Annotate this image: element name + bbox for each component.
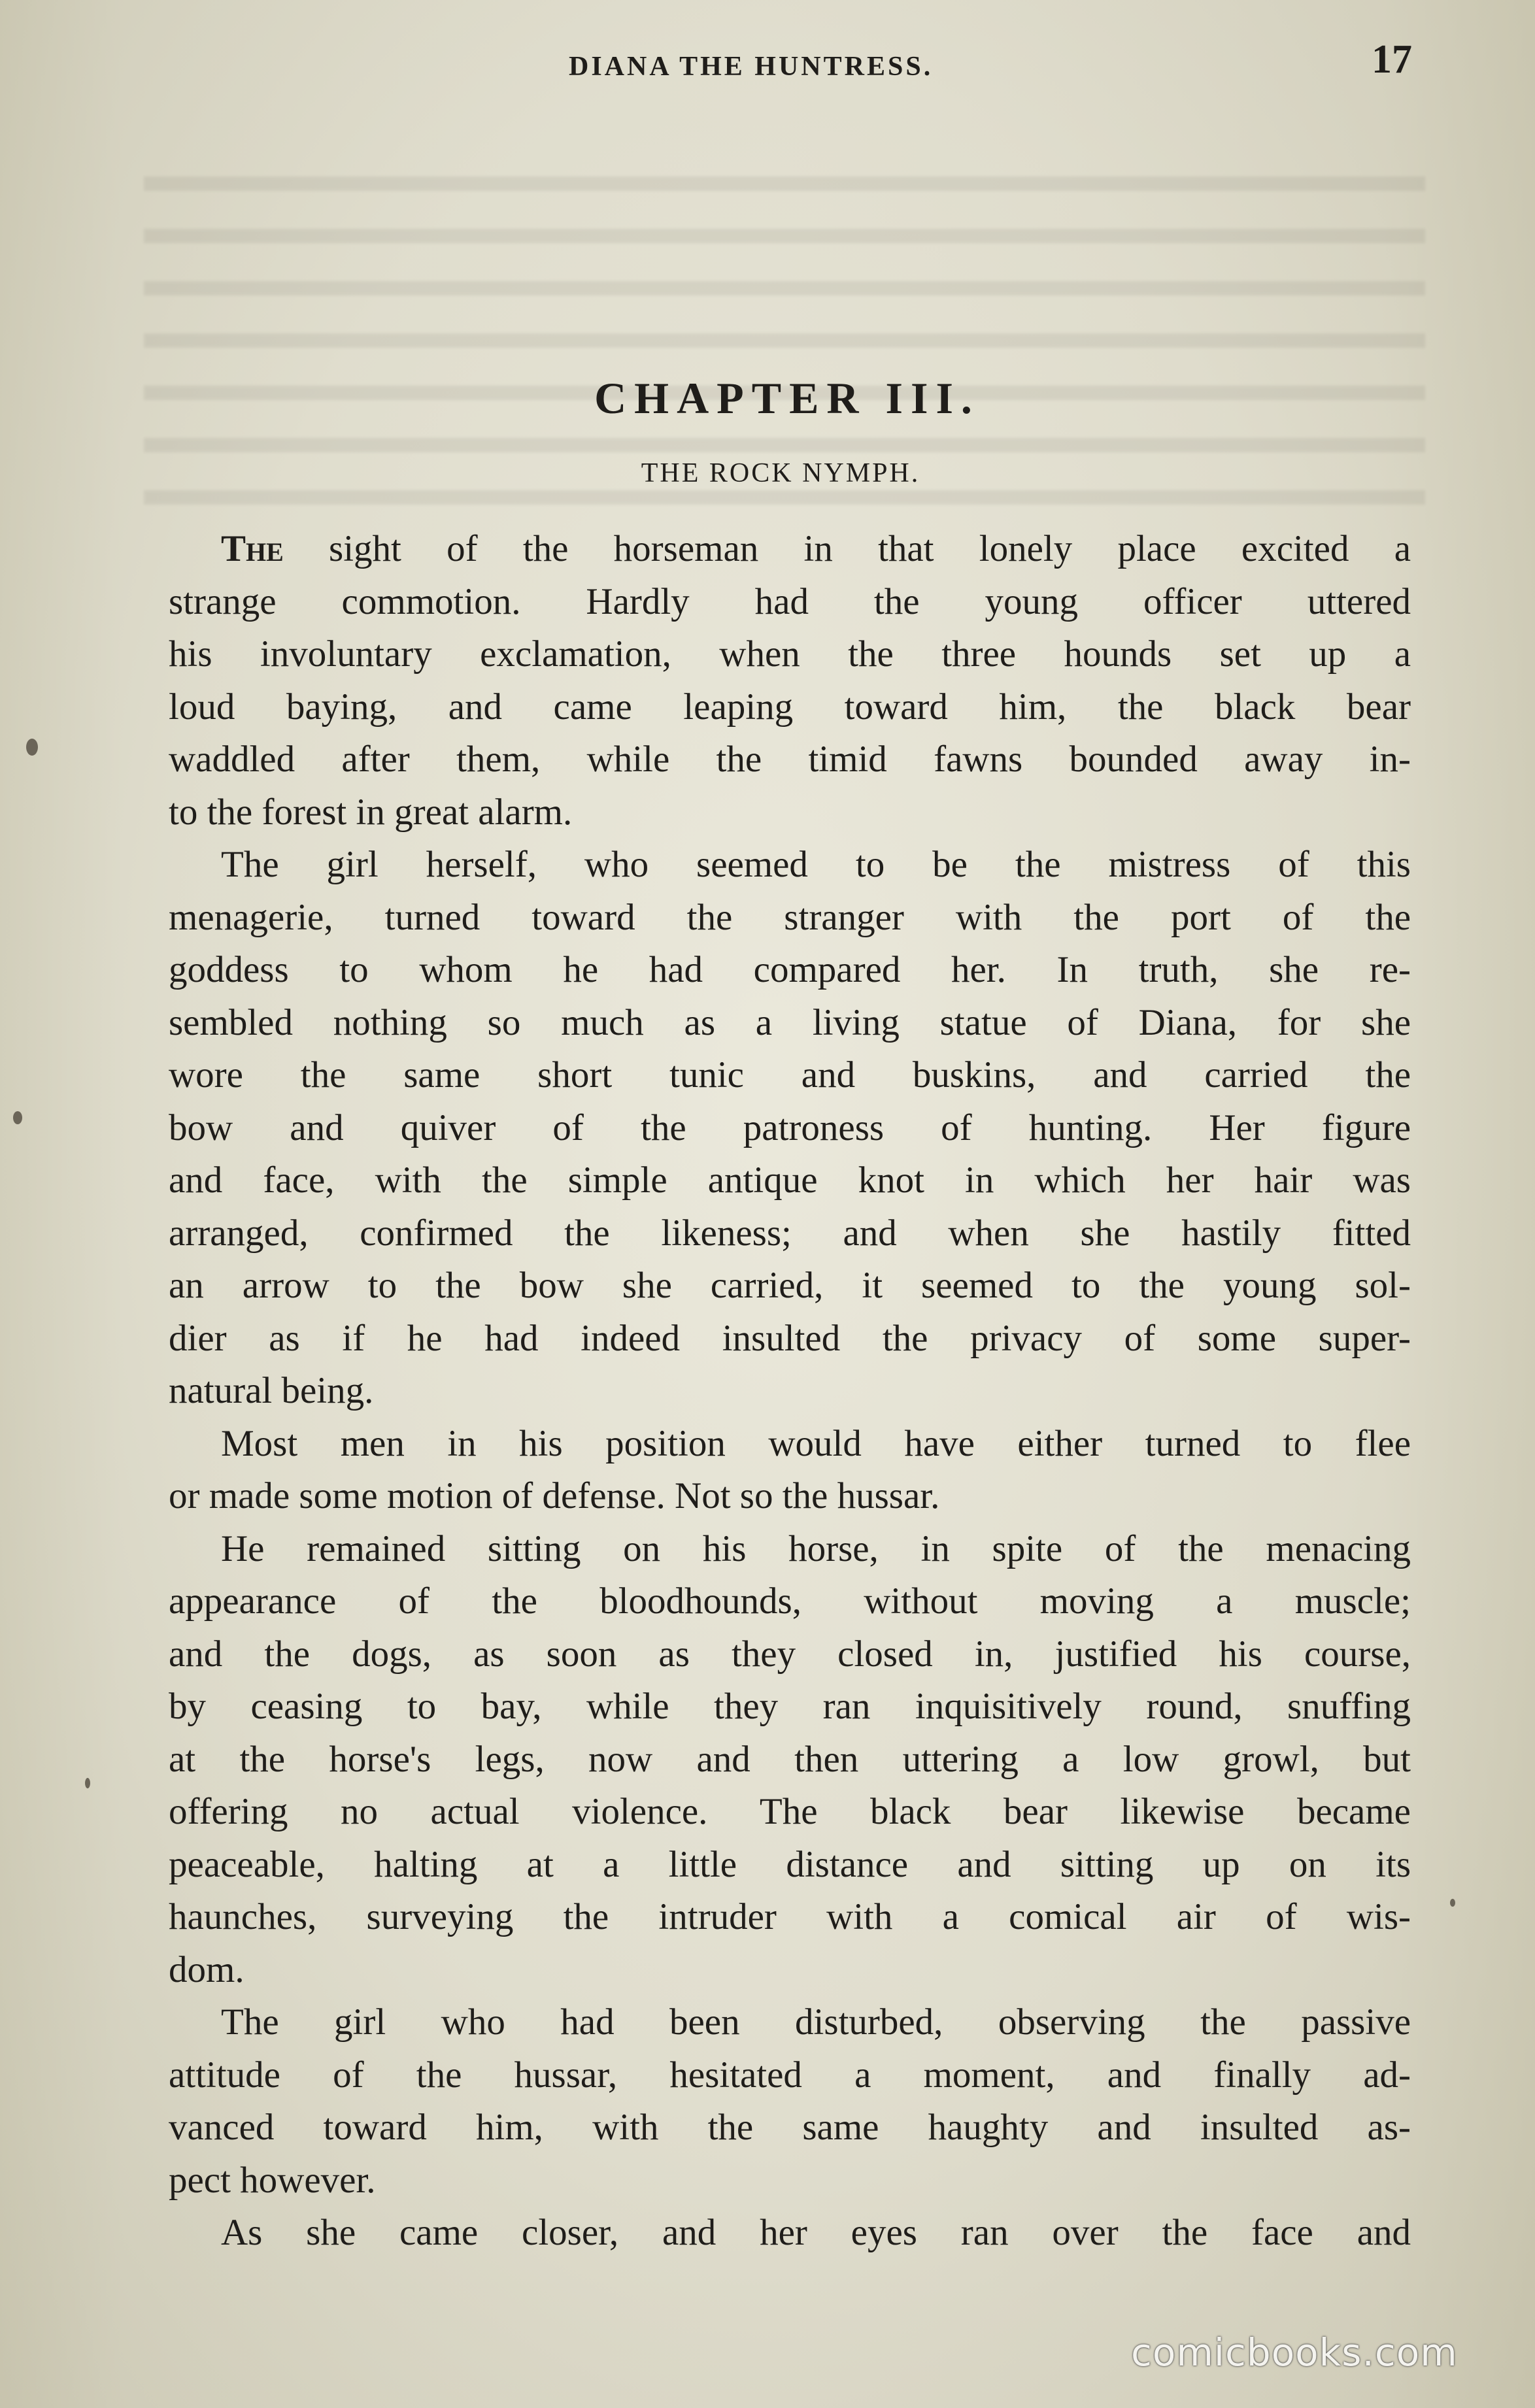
line-text: or made some motion of defense. Not so the hussar. [169,1475,940,1516]
text-line [169,1260,1411,1313]
line-text: offering no actual violence. The black bear likewise became [169,1791,1411,1832]
line-text: bow and quiver of the patroness of hunting. Her figure [169,1107,1411,1148]
line-text: at the horse's legs, now and then uttering a low growl, but [169,1738,1411,1780]
running-head: DIANA THE HUNTRESS. [569,52,934,82]
line-text: dom. [169,1948,245,1990]
line-text: by ceasing to bay, while they ran inquisitively round, snuffing [169,1686,1411,1727]
line-text: attitude of the hussar, hesitated a moment, and finally ad- [169,2054,1411,2096]
text-line [169,1418,1411,1471]
line-text: sembled nothing so much as a living statue of Diana, for she [169,1001,1411,1043]
line-text: arranged, confirmed the likeness; and when she hastily fitted [169,1212,1411,1254]
text-line [169,944,1411,997]
drop-word: The [221,528,284,569]
line-text: waddled after them, while the timid fawns bounded away in- [169,739,1411,780]
text-line [169,1733,1411,1786]
text-line [169,997,1411,1050]
line-text: goddess to whom he had compared her. In truth, she re- [169,949,1411,990]
text-line [169,839,1411,892]
line-text: his involuntary exclamation, when the three hounds set up a [169,633,1411,675]
line-text: sight of the horseman in that lonely place excited a [283,528,1411,569]
paper-speck [13,1111,22,1124]
line-text: and face, with the simple antique knot in which her hair was [169,1160,1411,1201]
text-line [169,2049,1411,2102]
text-line [169,1470,1411,1523]
text-line [169,1313,1411,1365]
line-text: strange commotion. Hardly had the young officer uttered [169,580,1411,622]
text-line [169,2207,1411,2260]
line-text: The girl herself, who seemed to be the mistress of this [221,844,1411,885]
line-text: haunches, surveying the intruder with a comical air of wis- [169,1896,1411,1937]
text-line [169,628,1411,681]
text-line [169,1839,1411,1892]
text-line [169,1102,1411,1155]
line-text: The girl who had been disturbed, observing the passive [221,2001,1411,2043]
line-text: appearance of the bloodhounds, without moving a muscle; [169,1580,1411,1622]
line-text: peaceable, halting at a little distance and sitting up on its [169,1843,1411,1885]
paper-speck [26,739,38,756]
text-line [169,1681,1411,1733]
text-line [169,1996,1411,2049]
line-text: As she came closer, and her eyes ran over the face and [221,2212,1411,2253]
line-text: loud baying, and came leaping toward him, the black bear [169,686,1411,727]
text-line [169,1575,1411,1628]
text-line [169,2101,1411,2154]
text-line [169,733,1411,786]
text-line [169,1944,1411,1997]
line-text: pect however. [169,2159,376,2201]
watermark: comicbooks.com [1131,2330,1458,2375]
body-text [169,523,1411,2260]
line-text: an arrow to the bow she carried, it seemed to the young sol- [169,1265,1411,1306]
line-text: menagerie, turned toward the stranger with the port of the [169,896,1411,938]
text-line [169,1523,1411,1576]
line-text: Most men in his position would have either turned to flee [221,1422,1411,1464]
text-line [169,1154,1411,1207]
text-line [169,1786,1411,1839]
text-line [169,1207,1411,1260]
line-text: wore the same short tunic and buskins, and carried the [169,1054,1411,1095]
text-line [169,1049,1411,1102]
text-line [169,892,1411,945]
text-line [169,2154,1411,2207]
paper-speck [1450,1899,1455,1907]
line-text: He remained sitting on his horse, in spite of the menacing [221,1528,1411,1569]
line-text: natural being. [169,1370,374,1411]
line-text: and the dogs, as soon as they closed in, justified his course, [169,1633,1411,1675]
text-line [169,576,1411,629]
text-line [169,1891,1411,1944]
page-number: 17 [1372,37,1412,82]
text-line [169,1365,1411,1418]
text-line [169,681,1411,734]
line-text: vanced toward him, with the same haughty and insulted as- [169,2107,1411,2148]
text-line [169,786,1411,839]
line-text: dier as if he had indeed insulted the privacy of some super- [169,1317,1411,1359]
text-line [169,1628,1411,1681]
text-line [169,523,1411,576]
chapter-title: CHAPTER III. [594,373,980,423]
paper-speck [85,1778,90,1788]
chapter-subtitle: THE ROCK NYMPH. [641,458,920,488]
line-text: to the forest in great alarm. [169,791,573,833]
